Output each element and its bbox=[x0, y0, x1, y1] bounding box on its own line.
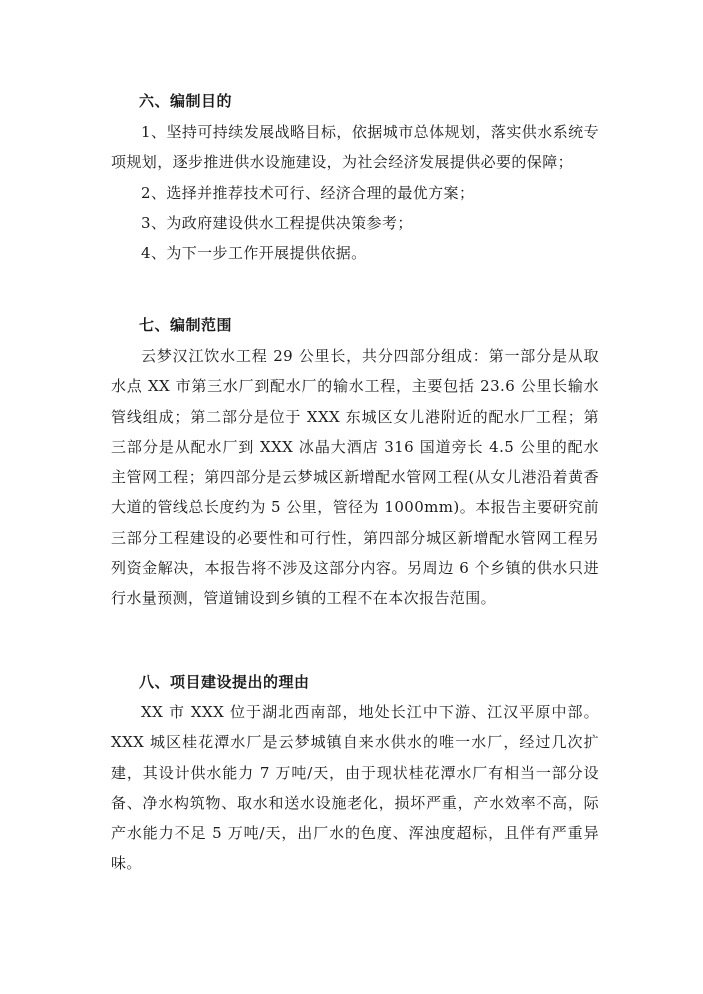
paragraph: XX 市 XXX 位于湖北西南部，地处长江中下游、江汉平原中部。XXX 城区桂花潭水厂是云梦城镇自来水供水的唯一水厂，经过几次扩建，其设计供水能力 7 万吨/天，由于现状桂花潭水厂有相当一部分设备、净水构筑物、取水和送水设施老化，损坏严重，产水效率不高，际产水能力不足 5 万吨/天，出厂水的色度、浑浊度超标，且伴有严重异味。 bbox=[111, 703, 599, 873]
section-body-8 bbox=[111, 697, 599, 879]
paragraph: 3、为政府建设供水工程提供决策参考； bbox=[141, 213, 413, 232]
section-heading-7: 七、编制范围 bbox=[139, 316, 233, 334]
section-heading-6: 六、编制目的 bbox=[139, 92, 233, 110]
paragraph: 1、坚持可持续发展战略目标，依据城市总体规划，落实供水系统专项规划，逐步推进供水设施建设，为社会经济发展提供必要的保障； bbox=[111, 123, 599, 172]
section-heading-8: 八、项目建设提出的理由 bbox=[139, 673, 310, 691]
paragraph: 2、选择并推荐技术可行、经济合理的最优方案； bbox=[141, 183, 475, 202]
section-body-6 bbox=[111, 117, 599, 268]
paragraph: 云梦汉江饮水工程 29 公里长，共分四部分组成：第一部分是从取水点 XX 市第三水厂到配水厂的输水工程，主要包括 23.6 公里长输水管线组成；第二部分是位于 XXX 东城区女儿港附近的配水厂工程；第三部分是从配水厂到 XXX 冰晶大酒店 316 国道旁长 4.5 公里的配水主管网工程；第四部分是云梦城区新增配水管网工程(从女儿港沿着黄香大道的管线总长度约为 5 公里，管径为 1000mm)。本报告主要研究前三部分工程建设的必要性和可行性，第四部分城区新增配水管网工程另列资金解决，本报告将不涉及这部分内容。另周边 6 个乡镇的供水只进行水量预测，管道铺设到乡镇的工程不在本次报告范围。 bbox=[111, 347, 599, 608]
paragraph: 4、为下一步工作开展提供依据。 bbox=[141, 244, 367, 263]
section-body-7 bbox=[111, 341, 599, 614]
